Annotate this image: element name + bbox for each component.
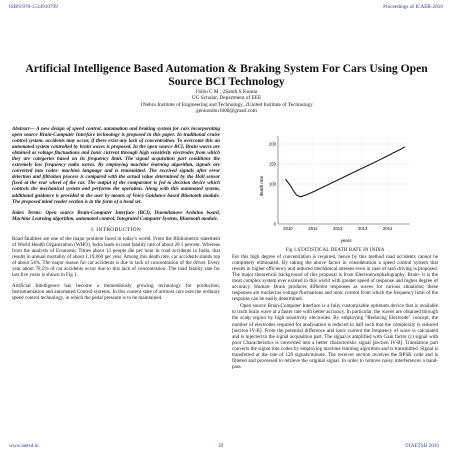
- index-terms: [12, 210, 220, 222]
- proceedings-text: Proceedings of ICAER-2016: [383, 4, 443, 10]
- author-email: geniussibu1000@gmail.com: [196, 107, 257, 114]
- y-tick-label: 0: [273, 221, 276, 227]
- author-department: UG Scholar, Department of EEE: [191, 95, 262, 102]
- x-tick-label: 2011: [308, 226, 318, 231]
- intro-paragraph-2: Artificial Intelligence has become a tremendously growing technology for production, Instrumentation and automated Control systems. In this current state of artmost cars uses the ordinary speed control technology, in which the pedal pressure is to be maintained.: [12, 283, 220, 302]
- author-block: [20, 89, 433, 114]
- footer-site: www.iaetsd.in: [9, 443, 39, 449]
- death-rate-chart: [258, 128, 418, 246]
- figure-caption: Fig 1.STATISTICAL DEATH RATE IN INDIA: [285, 247, 385, 253]
- page-header: [0, 4, 453, 14]
- index-terms-text: : Open source Brain-Computer Interface (BCI), Duemilanove Arduino board, Machine Learning algorithm, automated control, Integrated Computer System, Bluetooth module.: [12, 209, 220, 222]
- author-affiliation: 1Nehru Institute of Engineering and Technology, 2United Institute of Technology: [140, 101, 313, 108]
- abstract-label: Abstract: [12, 126, 30, 132]
- right-column: [232, 254, 438, 371]
- intro-paragraph-1: Road fatalities are one of the major problem faced in today's world. From the Bibliometric statement of World Health Organization (WHO), India leads in road fatality rate of about 20.1 percent. Whereas from the analysis of Economic Times about 13 people die per hour in road accidents in India, that results in annual mortality of about 1,19,860 per year. Among this death rate, car accidents stands top of about 54%. The major reason for car accidents is due to lack of concentration of the driver. Every year about 78.5% of car accidents occur due to this lack of concentration. The road fatality rate for last five years is shown in Fig 1.: [12, 235, 220, 279]
- chart-y-axis-label: death rate: [259, 175, 264, 197]
- x-tick-label: 2014: [382, 226, 393, 231]
- page-number: 39: [218, 443, 224, 449]
- index-terms-label: Index Terms: [12, 209, 41, 216]
- chart-x-axis-label: years: [340, 238, 352, 243]
- page-footer: [0, 443, 453, 451]
- paper-title: Artificial Intelligence Based Automation & Braking System For Cars Using Open Source BCI Technology: [25, 62, 428, 88]
- right-paragraph-2: Open source Brain-Computer Interface is a fully customizable optimum device that is available to track brain wave at a faster rate with better accuracy. In particular, the waves are obtained through the scalp region by high sensitivity electrodes. By employing "Reducing Electrode" concept, the number of electrodes required for analysation is reduced to half such that the complexity is reduced [section IV-B]. From the potential difference and ionic current the frequency of wave is calculated and is injected to the signal acquisition part. The signal is amplified with Gain factor (c) signal with poor Characteristics is converted into a better characteristic signal [section IV-B]. Translation part converts the signal into codes by employing machine learning algorithm and is transmitted. Signal is transferred at the rate of 120 signals/minute. The receiver section receives the BPSK code and is filtered and processed to retrieve the original signal. In order to remove noisy interferences a band-pass: [232, 303, 438, 370]
- section-heading-introduction: I. INTRODUCTION: [91, 226, 141, 233]
- right-paragraph-1: For this high degree of concentration is required, hence by this method road accidents cannot be completely eliminated. By taking the above factor in consideration a speed control system that results in higher efficiency and reduced mechanical stresses even in case of rash driving is proposed. The major theoretical background of this proposal is from Electroencephalography. Brain- it is the most complex system ever existed in this world with greater speed of response and higher degree of accuracy. Human- Brain produces different responses as waves for various situations; these responses are tracked as voltage fluctuations and ionic current from which the frequency limit of the response can be easily determined.: [232, 254, 438, 303]
- y-tick-label: 150: [269, 161, 276, 167]
- abstract-text: — A new design of speed control, automation and braking system for cars incorporating open source Brain-Computer Interface technology is proposed in this paper. In traditional cruise control system, accidents may occur, if there exist any lack of concentration. To overcome this an automated system controlled by brain waves is proposed. In the open source BCI, Brain waves are obtained as voltage fluctuations and Ionic current through high sensitivity electrodes from which they are categories based on its frequency limit. The signal acquisition part conditions the extremely low frequency radio waves. By employing machine learning algorithm, signals are converted into codes- machine language and is transmitted. The received signals after error detection and filtration process is compared with the actual value determined by the Hall sensor fixed at the rear wheel of the car. The output of the comparator is fed to decision device which controls the mechanical system and performs the operation. Along with this automated system, additional guidance is provided to the user by means of Voice Guidance based Bluetooth module. The proposed mind reader section is in the form of a head set.: [12, 126, 220, 205]
- x-tick-label: 2012: [333, 226, 343, 231]
- isbn-text: ISBN:978-1534910799: [9, 4, 58, 10]
- footer-copyright: ©IAETSD 2016: [404, 443, 439, 449]
- left-column: [12, 126, 220, 302]
- x-tick-label: 2013: [358, 226, 368, 231]
- author-names: 1Sibu C M , 2Santh S Kumar: [195, 89, 258, 95]
- x-tick-label: 2010: [283, 226, 293, 231]
- y-tick-label: 200: [269, 141, 276, 147]
- y-tick-label: 100: [269, 181, 276, 187]
- abstract: [12, 126, 220, 205]
